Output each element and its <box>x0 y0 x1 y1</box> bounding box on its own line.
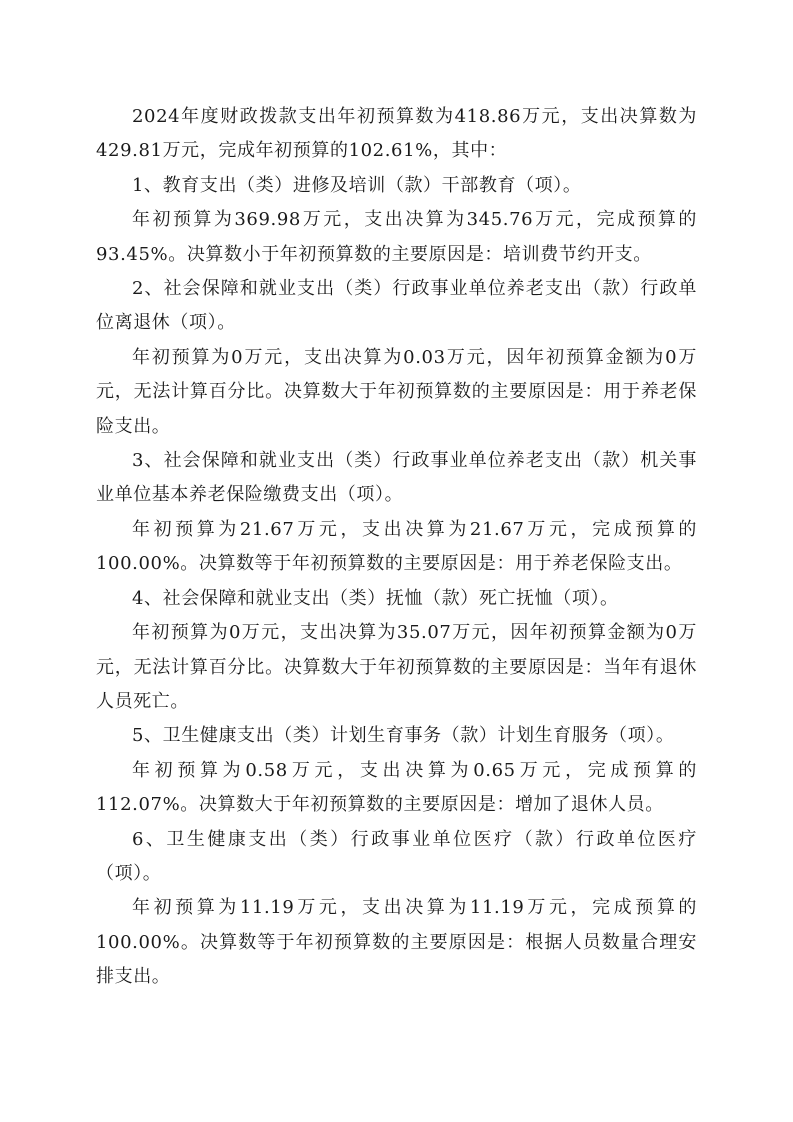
paragraph-item-4-detail: 年初预算为0万元，支出决算为35.07万元，因年初预算金额为0万元，无法计算百分比。决算数大于年初预算数的主要原因是：当年有退休人员死亡。 <box>96 622 697 712</box>
paragraph-item-5-heading: 5、卫生健康支出（类）计划生育事务（款）计划生育服务（项）。 <box>132 725 675 747</box>
paragraph-item-6-heading: 6、卫生健康支出（类）行政事业单位医疗（款）行政单位医疗（项）。 <box>96 828 697 884</box>
paragraph-summary: 2024年度财政拨款支出年初预算数为418.86万元，支出决算数为429.81万元，完成年初预算的102.61%，其中： <box>96 106 697 162</box>
paragraph-item-2-heading: 2、社会保障和就业支出（类）行政事业单位养老支出（款）行政单位离退休（项）。 <box>96 278 697 334</box>
paragraph-item-3-detail: 年初预算为21.67万元，支出决算为21.67万元，完成预算的100.00%。决算数等于年初预算数的主要原因是：用于养老保险支出。 <box>96 518 697 575</box>
paragraph-item-6-detail: 年初预算为11.19万元，支出决算为11.19万元，完成预算的100.00%。决算数等于年初预算数的主要原因是：根据人员数量合理安排支出。 <box>96 897 697 988</box>
paragraph-item-1-heading: 1、教育支出（类）进修及培训（款）干部教育（项）。 <box>132 174 582 196</box>
paragraph-item-4-heading: 4、社会保障和就业支出（类）抚恤（款）死亡抚恤（项）。 <box>132 587 619 609</box>
paragraph-item-3-heading: 3、社会保障和就业支出（类）行政事业单位养老支出（款）机关事业单位基本养老保险缴费支出（项）。 <box>96 450 697 506</box>
paragraph-item-5-detail: 年初预算为0.58万元，支出决算为0.65万元，完成预算的112.07%。决算数大于年初预算数的主要原因是：增加了退休人员。 <box>96 759 697 816</box>
document-body <box>96 100 697 995</box>
paragraph-item-2-detail: 年初预算为0万元，支出决算为0.03万元，因年初预算金额为0万元，无法计算百分比。决算数大于年初预算数的主要原因是：用于养老保险支出。 <box>96 346 697 437</box>
paragraph-item-1-detail: 年初预算为369.98万元，支出决算为345.76万元，完成预算的93.45%。决算数小于年初预算数的主要原因是：培训费节约开支。 <box>96 209 697 265</box>
